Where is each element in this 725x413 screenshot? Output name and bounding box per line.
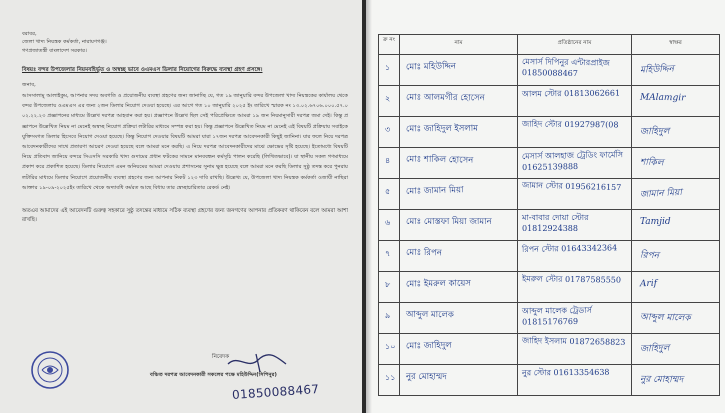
letter-closing: অতএব আমাদের এই আবেদনটি গুরুত্ব সহকারে সুষ্ঠু তদন্তের মাধ্যমে সঠিক ব্যবস্থা গ্রহণের জন্য জনগণের আপনার প্রতিকরণ থাকিবেন বলে আমরা আশা রাখছি। (22, 208, 348, 224)
handwritten-signature: শাকিল (639, 157, 664, 169)
handwritten-serial: ১১ (385, 373, 396, 382)
cell-institution (518, 178, 632, 209)
cell-serial (378, 271, 400, 302)
cell-institution (518, 271, 632, 302)
signatory-phone: 01850088467 (231, 381, 320, 403)
cell-serial (378, 333, 400, 364)
cell-signature (632, 333, 720, 364)
handwritten-institution: জামান স্টোর 01956216157 (521, 180, 622, 193)
recipient-line-1: বরাবর, (22, 31, 37, 37)
handwritten-name: আব্দুল মালেক (405, 309, 454, 321)
handwritten-serial: ৫ (385, 187, 391, 196)
handwritten-name: মোঃ জামান মিয়া (405, 185, 464, 197)
cell-serial (378, 54, 400, 85)
handwritten-serial: ৯ (385, 311, 391, 320)
cell-signature (632, 302, 720, 333)
cell-signature (632, 240, 720, 271)
table-row (378, 178, 720, 209)
handwritten-signature: জামান মিয়া (639, 187, 683, 201)
table-row (378, 271, 720, 302)
handwritten-serial: ১০ (385, 342, 396, 351)
cell-signature (632, 116, 720, 147)
recipient-line-2: জেলা খাদ্য নিয়ন্ত্রক কর্মকর্তা, নারায়ণগঞ্জ। (22, 39, 107, 46)
cell-institution (518, 54, 632, 85)
header-institution: প্রতিষ্ঠানের নাম (518, 34, 632, 54)
handwritten-serial: ১ (385, 63, 391, 72)
cell-institution (518, 147, 632, 178)
signature-sheet (366, 0, 725, 413)
table-border (378, 34, 720, 35)
handwritten-name: মোঃ জাহিদুল ইসলাম (405, 123, 478, 135)
cell-serial (378, 178, 400, 209)
cell-name (400, 209, 518, 240)
table-row (378, 333, 720, 364)
letter-body: আসসালামু আলাইকুম, আপনার সদয় অবগতি ও প্রয়োজনীয় ব্যবস্থা গ্রহণের জন্য জানাচ্ছি যে, গত ১৯ জানুয়ারি বন্দর উপজেলা খাদ্য নিয়ন্ত্রকের কার্যালয় থেকে বন্দর উপজেলায় ওএমএস এর জন্য ২জন ডিলার নিয়োগ দেওয়া হয়েছে। এর আগে গত ১০ জানুয়ারি ২০২৫ ইং তারিখে স্মারক নং ১৩.০২.৬৭০৬.০০০.৫৭.০০২.২২.২৩ প্রজ্ঞাপনের মাধ্যমে উল্লেখ দরপত্র আহবান করা হয়। প্রজ্ঞাপনে উল্লেখ ছিল সেই পরিপ্রেক্ষিতে আমরা ১৯ জন নিয়মানুসারী দরপত্র জমা দেই। কিন্তু প্রজ্ঞাপনে উল্লেখিত নিয়ম না মেনেই অস্বচ্ছ নিয়োগ প্রক্রিয়া লটারির মাধ্যমে সম্পন্ন করা হয়। কিন্তু প্রজ্ঞাপনে উল্লেখিত নিয়ম না মেনেই এই বিষয়টি প্রক্রিয়ায় সবাইকে যুক্তিসংগত ডিলার হিসেবে নিয়োগ দেওয়া হয়েছে। কিন্তু নিয়োগ দেওয়ার বিষয়টি আমরা যারা ১৭জন দরপত্র আবেদনকারী কিছুই জানিনা। যার ফলে নিয়ে দরপত্র আবেদনকারীদের সাথে প্রতারণা আচরণ দেওয়া হয়েছে বলে আমরা মনে করছি। এ নিয়ে দরপত্র আবেদনকারীদের মাঝে ক্ষোভের সৃষ্টি হয়েছে। ইতোমধ্যে বিষয়টি নিয়ে প্রতিবাদ জানিয়ে বন্দরে সিএসসি সরকারি খাদ্য গুদামের প্রধান ফটকের সামনে মানববন্ধন কর্মসূচি পালন করেছি (লিখিতভাবে)। যা স্থানীয় সকল গণমাধ্যমে প্রকাশ করে প্রকাশিত হয়েছে। ডিলার নিয়োগে এমন অনিয়মের আমরা দেওয়ায় প্রশাসনের সুনাম ক্ষুন্ন হয়েছে বলে আমরা মনে করছি ডিলার সুষ্ঠু তদন্ত করে পুনরায় লটারির মাধ্যমে ডিলার নিয়োগে প্রয়োজনীয় ব্যবস্থা গ্রহণের জন্য আপনার নিকট ১২৩ দাবি রাখছি। উল্লেখ্য যে, উপজেলা খাদ্য নিয়ন্ত্রক কর্মকর্তা ওজাযী নাছিরা আক্তার ১৯-০৯-২০২৫ইং তারিখে থেকে অদ্যাবধি কর্মরত আছে বিধায় তার স্বেচ্ছাচারিতার রেকর্ড নেই। (22, 93, 348, 191)
cell-institution (518, 85, 632, 116)
handwritten-name: মোঃ আলমগীর হোসেন (405, 92, 485, 104)
table-row (378, 116, 720, 147)
handwritten-serial: ২ (385, 94, 391, 103)
cell-serial (378, 147, 400, 178)
seal-stamp-icon (30, 350, 70, 390)
handwritten-institution: জাহিদ ইসলাম 01872658823 (521, 336, 626, 347)
table-row (378, 147, 720, 178)
handwritten-name: মোঃ রিপন (405, 247, 442, 259)
table-row (378, 54, 720, 85)
handwritten-signature: জাহিদুল (639, 343, 670, 355)
table-row (378, 364, 720, 395)
cell-institution (518, 116, 632, 147)
letter-subject: বিষয়ঃ বন্দর উপজেলার নিয়মবহির্ভূত ও অস্বচ্ছ ভাবে ওএমএস ডিলার নিয়োগের বিরুদ্ধে ব্যবস্থা গ্রহণ প্রসঙ্গে। (22, 67, 263, 74)
handwritten-signature: রিপন (639, 250, 660, 262)
table-row (378, 209, 720, 240)
signature-label: নিবেদক (212, 354, 230, 360)
handwritten-serial: ৬ (385, 218, 391, 227)
handwritten-name: মোঃ ইমরুল কায়েস (405, 278, 472, 290)
cell-serial (378, 116, 400, 147)
header-signature: স্বাক্ষর (632, 34, 720, 54)
header-name: নাম (400, 34, 518, 54)
cell-signature (632, 209, 720, 240)
table-row (378, 85, 720, 116)
cell-name (400, 54, 518, 85)
cell-signature (632, 54, 720, 85)
handwritten-serial: ৭ (385, 249, 391, 258)
handwritten-signature: Tamjid (640, 217, 671, 227)
handwritten-institution: মা-বাবার দোয়া স্টোর 01812924388 (522, 213, 589, 233)
cell-institution (518, 364, 632, 395)
handwritten-institution: জাহিদ স্টোর 01927987(08 (521, 119, 619, 130)
table-row (378, 240, 720, 271)
handwritten-institution: মেসার্স আলহাজ ট্রেডিং ফার্মেসি 01625139888 (521, 150, 624, 172)
cell-institution (518, 333, 632, 364)
handwritten-institution: আব্দুল মালেক ট্রেডার্স 01815176769 (521, 305, 592, 327)
handwritten-name: মোঃ মহিউদ্দিন (405, 61, 456, 73)
signatory-role: বঞ্চিত দরপত্র আবেদনকারী সকলের পক্ষে মহিউদ্দিন(সিপিনুর) (150, 372, 277, 378)
cell-institution (518, 302, 632, 333)
handwritten-signature: আব্দুল মালেক (639, 312, 691, 324)
handwritten-serial: ৮ (385, 280, 391, 289)
handwritten-institution: মেসার্স দিপিনুর এন্টারপ্রাইজ 01850088467 (521, 57, 610, 79)
handwritten-name: নুর মোহাম্মদ (405, 371, 447, 383)
cell-serial (378, 209, 400, 240)
recipient-line-3: গণপ্রজাতন্ত্রী বাংলাদেশ সরকার। (22, 47, 87, 54)
handwritten-institution: ইমরুল স্টোর 01787585550 (521, 274, 622, 285)
table-header (378, 34, 720, 54)
cell-name (400, 240, 518, 271)
cell-name (400, 178, 518, 209)
cell-name (400, 271, 518, 302)
cell-name (400, 302, 518, 333)
cell-serial (378, 302, 400, 333)
cell-serial (378, 85, 400, 116)
table-row (378, 302, 720, 333)
handwritten-name: মোঃ জাহিদুল (405, 340, 452, 352)
cell-serial (378, 364, 400, 395)
cell-signature (632, 85, 720, 116)
cell-signature (632, 364, 720, 395)
cell-name (400, 116, 518, 147)
cell-institution (518, 209, 632, 240)
handwritten-signature: জাহিদুল (639, 126, 670, 138)
header-serial: ক্র নং (378, 34, 400, 54)
cell-institution (518, 240, 632, 271)
salutation: জনাব, (22, 81, 36, 88)
handwritten-institution: নুর স্টোর 01613354638 (521, 367, 610, 378)
table-border (378, 395, 720, 396)
handwritten-signature: Arif (639, 278, 658, 290)
handwritten-signature: মহিউদ্দিন (639, 64, 675, 76)
handwritten-name: মোঃ শাকিল হোসেন (405, 154, 474, 166)
cell-signature (632, 271, 720, 302)
handwritten-signature: MAlamgir (639, 92, 686, 104)
cell-signature (632, 178, 720, 209)
cell-name (400, 85, 518, 116)
cell-name (400, 333, 518, 364)
handwritten-institution: রিপন স্টোর 01643342364 (521, 243, 618, 254)
handwritten-name: মোঃ মোস্তফা মিয়া জামান (406, 217, 492, 227)
handwritten-signature: নুর মোহাম্মদ (639, 374, 684, 386)
application-letter (0, 0, 362, 413)
cell-serial (378, 240, 400, 271)
cell-name (400, 147, 518, 178)
handwritten-serial: ৩ (385, 125, 391, 134)
handwritten-institution: আলম স্টোর 01813062661 (521, 88, 621, 99)
handwritten-serial: ৪ (385, 156, 391, 165)
cell-name (400, 364, 518, 395)
cell-signature (632, 147, 720, 178)
